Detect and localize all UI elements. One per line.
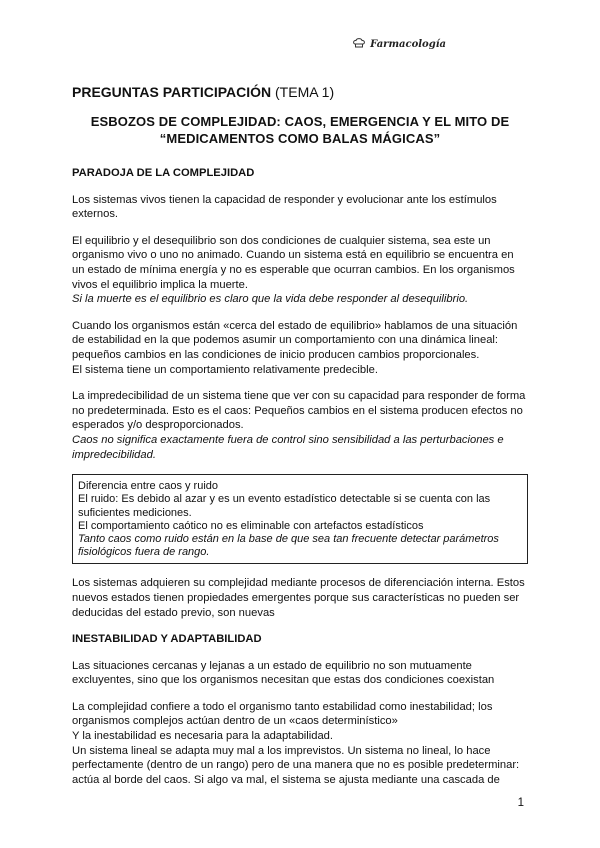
page-title <box>72 84 528 101</box>
page-title-suffix: (TEMA 1) <box>271 84 335 100</box>
paragraph <box>72 234 528 307</box>
page-title-main: PREGUNTAS PARTICIPACIÓN <box>72 84 272 100</box>
italic-note: Si la muerte es el equilibrio es claro que la vida debe responder al desequilibrio. <box>72 293 469 306</box>
paragraph: Los sistemas adquieren su complejidad mediante procesos de diferenciación interna. Estos nuevos estados tienen propiedades emergentes porque sus características no pueden ser deducidas del estado previo, son nuevas <box>72 577 525 619</box>
paragraph-text: La impredecibilidad de un sistema tiene que ver con su capacidad para responder de forma no predeterminada. Esto es el caos: Pequeños cambios en el sistema producen efectos no esperados y/o desproporcionados. <box>72 390 526 432</box>
paragraph-text: El sistema tiene un comportamiento relativamente predecible. <box>72 363 378 376</box>
paragraph-text: El equilibrio y el desequilibrio son dos condiciones de cualquier sistema, sea este un organismo vivo o uno no animado. Cuando un sistema está en equilibrio se encuentra en un estado de mínima energía y no es esperable que ocurran cambios. En los organismos vivos el equilibrio implica la muerte. <box>72 234 515 291</box>
note-box-title: Diferencia entre caos y ruido <box>78 480 219 493</box>
paragraph <box>72 319 528 377</box>
header-brand <box>353 38 446 51</box>
paragraph: Los sistemas vivos tienen la capacidad de responder y evolucionar ante los estímulos externos. <box>72 193 497 221</box>
paragraph: Las situaciones cercanas y lejanas a un estado de equilibrio no son mutuamente excluyentes, sino que los organismos necesitan que estas dos condiciones coexistan <box>72 659 495 687</box>
page-number: 1 <box>517 797 524 809</box>
paragraph-text: Un sistema lineal se adapta muy mal a los imprevistos. Un sistema no lineal, lo hace perfectamente (dentro de un rango) pero de una manera que no es posible predeterminar: actúa al borde del caos. Si algo va mal, el sistema se ajusta mediante una cascada de <box>72 744 520 786</box>
note-box <box>72 474 528 564</box>
document-body <box>72 84 528 799</box>
paragraph-text: La complejidad confiere a todo el organismo tanto estabilidad como inestabilidad; los organismos complejos actúan dentro de un «caos determinístico» <box>72 700 493 728</box>
paragraph-text: Y la inestabilidad es necesaria para la adaptabilidad. <box>72 730 334 743</box>
subtitle-line-1: ESBOZOS DE COMPLEJIDAD: CAOS, EMERGENCIA Y EL MITO DE <box>90 114 510 129</box>
note-box-text: El ruido: Es debido al azar y es un evento estadístico detectable si se cuenta con las suficientes mediciones. <box>78 493 491 519</box>
note-box-text: El comportamiento caótico no es eliminable con artefactos estadísticos <box>78 519 424 532</box>
italic-note: Caos no significa exactamente fuera de control sino sensibilidad a las perturbaciones e impredecibilidad. <box>72 433 504 461</box>
note-box-italic: Tanto caos como ruido están en la base de que sea tan frecuente detectar parámetros fisiológicos fuera de rango. <box>78 532 499 559</box>
chef-hat-logo-icon <box>353 38 365 51</box>
paragraph <box>72 389 528 462</box>
paragraph-text: Cuando los organismos están «cerca del estado de equilibrio» hablamos de una situación de estabilidad en la que podemos asumir un comportamiento con una dinámica lineal: pequeños cambios en las condiciones de inicio producen cambios proporcionales. <box>72 319 518 361</box>
subtitle-line-2: “MEDICAMENTOS COMO BALAS MÁGICAS” <box>159 131 441 146</box>
paragraph <box>72 700 528 788</box>
document-subtitle <box>72 113 528 147</box>
section-heading-inestabilidad: INESTABILIDAD Y ADAPTABILIDAD <box>72 633 262 646</box>
section-heading-paradoja: PARADOJA DE LA COMPLEJIDAD <box>72 167 255 179</box>
brand-name: Farmacología <box>370 39 446 50</box>
